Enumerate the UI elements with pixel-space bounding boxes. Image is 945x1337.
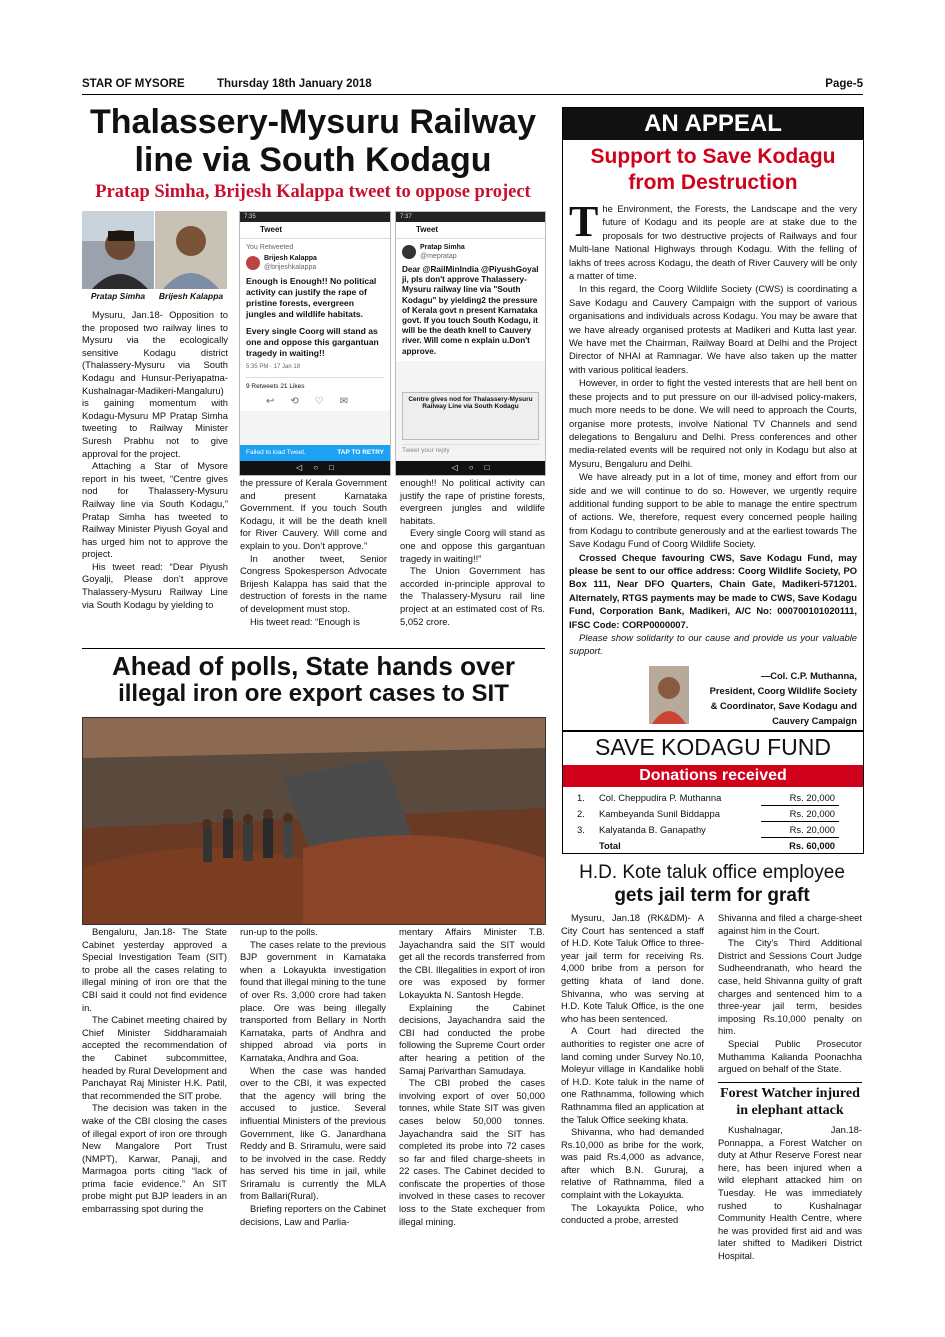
- appeal-box: [562, 107, 864, 854]
- portrait-image: [155, 211, 227, 289]
- donation-row: [573, 790, 839, 806]
- tweet-screenshot-brijesh: [239, 211, 391, 476]
- signature-role: & Coordinator, Save Kodagu and: [710, 700, 857, 711]
- donations-bar: Donations received: [563, 765, 863, 787]
- status-bar: 7:35: [240, 212, 390, 222]
- donation-amount: Rs. 20,000: [761, 806, 839, 822]
- donor-name: Kambeyanda Sunil Biddappa: [599, 808, 720, 819]
- status-bar: 7:37: [396, 212, 545, 222]
- paragraph: Explaining the Cabinet decisions, Jayachandra said the CBI had conducted the probe following the Supreme Court order after hearing a petition of the Samaj Parivarthan Samudaya.: [399, 1001, 545, 1076]
- appeal-paragraph: In this regard, the Coorg Wildlife Society (CWS) is coordinating a Save Kodagu and Cauvery Campaign with the support of various organisations and individuals across Kodagu. You may be aware that we have already organised protests at Madikeri and Kutta last year. We have met the Chairman, Railway Board at Delhi and the Project Director of NHAI at Ramnagar. We have also taken up the matter with various political leaders.: [569, 283, 857, 375]
- signature-name: —Col. C.P. Muthanna,: [760, 670, 857, 681]
- total-row: [573, 838, 839, 854]
- news-clipping: Centre gives nod for Thalassery-Mysuru Railway Line via South Kodagu: [402, 392, 539, 440]
- portrait-image: [82, 211, 154, 289]
- appeal-body: [563, 197, 863, 658]
- fund-divider: [563, 730, 863, 732]
- tweet-title: Tweet: [396, 222, 545, 239]
- iron-ore-mining-photo: [82, 717, 546, 925]
- donation-amount: Rs. 20,000: [761, 822, 839, 838]
- caption-brijesh: Brijesh Kalappa: [158, 291, 224, 301]
- tweet-handle: @mepratap: [420, 253, 457, 260]
- drop-cap: T: [569, 197, 599, 246]
- rail-subhead: Pratap Simha, Brijesh Kalappa tweet to oppose project: [95, 182, 531, 202]
- tweet-text: Dear @RailMinIndia @PiyushGoyal ji, pls don't approve Thalassery-Mysuru railway line via "South Kodagu" by yielding2 the pressure of Kerala govt n present Karnataka govt. If you touch South Kodagu, it will be the death knell to Cauvery river. Will come n explain u.Don't approve.: [396, 265, 545, 361]
- kote-headline-line2: gets jail term for graft: [614, 885, 810, 906]
- caption-pratap: Pratap Simha: [90, 291, 146, 301]
- paragraph: When the case was handed over to the CBI, it was expected that the agency will bring the accused to justice. Several influential Ministers of the previous Government, like G. Janardhana Reddy and B. Sriramulu, were said to be involved in the case. Reddy has served his time in jail, while Sriramalu is currently the MLA from Ballari(Rural).: [240, 1064, 386, 1202]
- row-number: 3.: [577, 824, 585, 835]
- portrait-image: [649, 666, 689, 724]
- paragraph: The cases relate to the previous BJP government in Karnataka when a Lokayukta investigation found that illegal mining to the tune of over Rs. 3,000 crore had taken place. Ore was being illegally transported from Bellary in North Karnataka, parts of Andhra and shipped abroad via ports in Karnataka, Andhra and Goa.: [240, 938, 386, 1063]
- paragraph: The Union Government has accorded in-principle approval to the Thalassery-Mysuru rail line project at an estimated cost of Rs. 5,052 crore.: [400, 565, 545, 627]
- load-failed-text: Failed to load Tweet.: [246, 449, 306, 456]
- appeal-title-line2: from Destruction: [628, 171, 798, 194]
- tweet-handle: @brijeshkalappa: [264, 264, 317, 271]
- paper-name: STAR OF MYSORE: [82, 78, 185, 90]
- donation-amount: Rs. 20,000: [761, 790, 839, 806]
- paragraph: A Court had directed the authorities to register one acre of land coming under Survey No.10, Moleyur village in Kandalike hobli of H.D. Kote taluk in the name of one Rathnamma, following which Rathnamma filed an application at the Taluk Office seeking khata.: [561, 1025, 704, 1125]
- section-divider: [82, 648, 545, 649]
- donation-row: [573, 806, 839, 822]
- page-number: Page-5: [825, 78, 863, 90]
- paragraph: Shivanna, who had demanded Rs.10,000 as bribe for the work, was paid Rs.4,000 as advance, after which B.N. Gururaj, a relative of Rathnamma, filed a complaint with the Lokayukta.: [561, 1126, 704, 1201]
- appeal-paragraph: However, in order to fight the vested interests that are hell bent on these projects and to put pressure on our ill-advised policy-makers, much more needs to be done. We will need to approach the Courts, organise more protests, involve National TV Channels and send delegations to Bengaluru and Delhi. Press conferences and other media-related events will be required not only in Kodagu but also at Mysuru, Bengaluru and Delhi.: [569, 377, 857, 469]
- paragraph: Bengaluru, Jan.18- The State Cabinet yesterday approved a Special Investigation Team (SIT) to probe all the cases relating to illegal mining of iron ore that the CBI said it could not find evidence in.: [82, 926, 227, 1013]
- paragraph: Attaching a Star of Mysore report in his tweet, “Centre gives nod for Thalassery-Mysuru Railway line via South Kodagu,” Pratap Simha has tweeted to Railway Minister Piyush Goyal and has urged him not to approve the project.: [82, 460, 228, 560]
- total-label: Total: [599, 840, 621, 851]
- ore-column-2: [240, 926, 386, 1228]
- ore-headline: [82, 652, 545, 708]
- paragraph: Mysuru, Jan.18- Opposition to the proposed two railway lines to Mysuru via the ecologically sensitive Kodagu district (Thalassery-Mysuru via South Kodagu and Hunsur-Periyapatna-Kushalnagar-Madikeri-Mangaluru) is gaining momentum with Kodagu-Mysuru MP Pratap Simha tweeting to Railway Minister Suresh Prabhu not to give approval for the project.: [82, 309, 228, 459]
- issue-date: Thursday 18th January 2018: [217, 78, 372, 90]
- rail-column-1: [82, 309, 228, 611]
- mining-scene-image: [83, 718, 545, 924]
- paragraph: the pressure of Kerala Government and present Karnataka Government. If you touch South Kodagu, it will be the death knell for River Cauvery. Will come and explain to you. Don’t approve.”: [240, 477, 387, 551]
- paragraph: The Cabinet meeting chaired by Chief Minister Siddharamaiah accepted the recommendation of the Cabinet subcommittee, headed by Rural Development and Panchayat Raj Minister H.K. Patil, that recommended the SIT probe.: [82, 1014, 227, 1101]
- row-number: 2.: [577, 808, 585, 819]
- brijesh-kalappa-photo: [155, 211, 227, 289]
- appeal-paragraph: Please show solidarity to our cause and provide us your valuable support.: [569, 632, 857, 657]
- tweet-author: Brijesh Kalappa: [264, 255, 317, 262]
- appeal-title-line1: Support to Save Kodagu: [590, 145, 836, 168]
- ore-column-1: [82, 926, 227, 1216]
- pratap-simha-photo: [82, 211, 154, 289]
- paragraph: Special Public Prosecutor Muthamma Kalianda Poonachha argued on behalf of the State.: [718, 1037, 862, 1075]
- paragraph: The CBI probed the cases involving export of over 50,000 tonnes, while State SIT was given cases below 50,000 tonnes. Jayachandra said the SIT has completed its probe into 72 cases so far and filed charge-sheets in 22 cases. The Cabinet decided to confiscate the properties of those involved in these cases to recover loss to the State exchequer from illegal mining.: [399, 1077, 545, 1227]
- rail-column-3: [400, 477, 545, 628]
- paragraph: run-up to the polls.: [240, 926, 318, 937]
- muthanna-photo: [649, 666, 689, 724]
- paragraph: The City’s Third Additional District and Sessions Court Judge Sudheendranath, who heard the case, held Shivanna guilty of graft charges and sentenced him to a three-year jail term, besides imposing Rs.10,000 penalty on him.: [718, 937, 862, 1037]
- tweet-screenshot-pratap: [395, 211, 546, 476]
- donations-table: [573, 790, 839, 854]
- tweet-stats: 9 Retweets 21 Likes: [246, 377, 384, 392]
- tweet-text-2: Every single Coorg will stand as one and oppose this gargantuan tragedy in waiting!!: [246, 326, 379, 358]
- total-amount: Rs. 60,000: [761, 838, 839, 854]
- paragraph: His tweet read: “Enough is: [250, 615, 360, 627]
- appeal-signature: [692, 668, 857, 728]
- donation-row: [573, 822, 839, 838]
- tweet-time: 5:35 PM · 17 Jan 18: [246, 364, 301, 370]
- reply-input[interactable]: Tweet your reply: [402, 444, 539, 457]
- masthead: [82, 78, 863, 95]
- tweet-title: Tweet: [240, 222, 390, 239]
- forest-headline-line1: Forest Watcher injured: [720, 1086, 860, 1101]
- row-number: 1.: [577, 792, 585, 804]
- ore-headline-line1: Ahead of polls, State hands over: [111, 651, 516, 681]
- tweet-text-1: Enough is Enough!! No political activity can justify the rape of pristine forests, evergreen jungles and wildlife habitats.: [246, 276, 377, 319]
- avatar: [402, 245, 416, 259]
- kote-headline: [560, 861, 864, 907]
- appeal-paragraph: Crossed Cheque favouring CWS, Save Kodagu Fund, may please be sent to our office address: Coorg Wildlife Society, PO Box 111, Near DFO Quarters, Chain Gate, Madikeri-571201. Alternately, RTGS payments may be made to CWS, Save Kodagu Fund, Corporation Bank, Madikeri, A/C No: 000700101020111, IFSC Code: CORP0000007.: [569, 551, 857, 630]
- retry-button[interactable]: TAP TO RETRY: [337, 449, 384, 456]
- android-nav-bar: ◁ ○ □: [396, 461, 545, 475]
- paragraph: Kushalnagar, Jan.18- Ponnappa, a Forest Watcher on duty at Athur Reserve Forest near here, has been injured when a wild elephant attacked him on Tuesday. He was immediately rushed to Kushalnagar Community Health Centre, where he was provided first aid and was later shifted to Madikeri District Hospital.: [718, 1124, 862, 1261]
- kote-column-1: [561, 912, 704, 1227]
- rail-headline-line1: Thalassery-Mysuru Railway: [90, 103, 536, 141]
- forest-column: [718, 1124, 862, 1263]
- kote-headline-line1: H.D. Kote taluk office employee: [579, 862, 845, 883]
- tweet-action-icons: ↩⟲♡✉: [265, 396, 365, 407]
- signature-role: Cauvery Campaign: [772, 715, 857, 726]
- paragraph: mentary Affairs Minister T.B. Jayachandra said the SIT would get all the records transferred from the CBI. Illegalities in export of iron ore was exposed by former Lokayukta N. Santosh Hegde.: [399, 926, 545, 1000]
- forest-headline: [718, 1085, 862, 1119]
- forest-headline-line2: in elephant attack: [736, 1103, 844, 1118]
- load-failed-bar: [240, 445, 390, 461]
- paragraph: His tweet read: “Dear Piyush Goyalji, Please don’t approve Thalassery-Mysuru Railway Line via South Kodagu by yielding to: [82, 560, 228, 610]
- ore-headline-line2: illegal iron ore export cases to SIT: [118, 680, 509, 708]
- appeal-paragraph: We have already put in a lot of time, money and effort from our side and we will continue to do so. However, we urgently require additional funding support to be able to manage the entire spectrum of actions. We, therefore, request every concerned people hailing from Kodagu to contribute generously and at the earliest towards The Save Kodagu Fund of Coorg Wildlife Society.: [569, 471, 857, 550]
- kote-column-2: [718, 912, 862, 1076]
- fund-title: SAVE KODAGU FUND: [595, 734, 831, 760]
- appeal-paragraph: he Environment, the Forests, the Landscape and the very future of Kodagu and its people are at stake due to the proposals for two destructive projects of Railways and four Multi-lane National Highways through Kodagu. With the felling of lakhs of trees across Kodagu, the death of River Cauvery will be only a matter of time.: [569, 203, 857, 282]
- rail-column-2: [240, 477, 387, 628]
- paragraph: Every single Coorg will stand as one and oppose this gargantuan tragedy in waiting!!”: [400, 527, 545, 564]
- appeal-header: AN APPEAL: [563, 108, 863, 140]
- rail-headline-line2: line via South Kodagu: [134, 141, 492, 180]
- retweet-note: You Retweeted: [246, 244, 294, 251]
- donor-name: Kalyatanda B. Ganapathy: [599, 824, 706, 835]
- paragraph: The Lokayukta Police, who conducted a probe, arrested: [561, 1201, 704, 1226]
- signature-role: President, Coorg Wildlife Society: [709, 685, 857, 696]
- paragraph: The decision was taken in the wake of the CBI closing the cases of illegal export of iron ore through New Mangalore Port Trust (NMPT), Karwar, Panaji, and Marmagoa ports citing “lack of prima facie evidence.” An SIT probe might put BJP leaders in an embarrassing spot during the: [82, 1102, 227, 1215]
- donor-name: Col. Cheppudira P. Muthanna: [599, 792, 722, 804]
- tweet-author: Pratap Simha: [420, 244, 465, 251]
- avatar: [246, 256, 260, 270]
- paragraph: In another tweet, Senior Congress Spokesperson Advocate Brijesh Kalappa has said that the destruction of forests in the name of development must stop.: [240, 552, 387, 614]
- paragraph: Mysuru, Jan.18 (RK&DM)- A City Court has sentenced a staff of H.D. Kote Taluk Office to three-year jail term for receiving Rs. 4,000 bribe from a person for getting khata of land done. Shivanna, who was serving at H.D. Kote Taluk Office, is the one who has been sentenced.: [561, 912, 704, 1024]
- paragraph: enough!! No political activity can justify the rape of pristine forests, evergreen jungles and wildlife habitats.: [400, 477, 545, 526]
- paragraph: Briefing reporters on the Cabinet decisions, Law and Parlia-: [240, 1203, 386, 1227]
- paragraph: Shivanna and filed a charge-sheet against him in the Court.: [718, 912, 862, 936]
- rail-headline: [82, 103, 544, 179]
- ore-column-3: [399, 926, 545, 1228]
- forest-divider: [718, 1082, 862, 1083]
- appeal-title: [563, 144, 863, 196]
- android-nav-bar: ◁ ○ □: [240, 461, 390, 475]
